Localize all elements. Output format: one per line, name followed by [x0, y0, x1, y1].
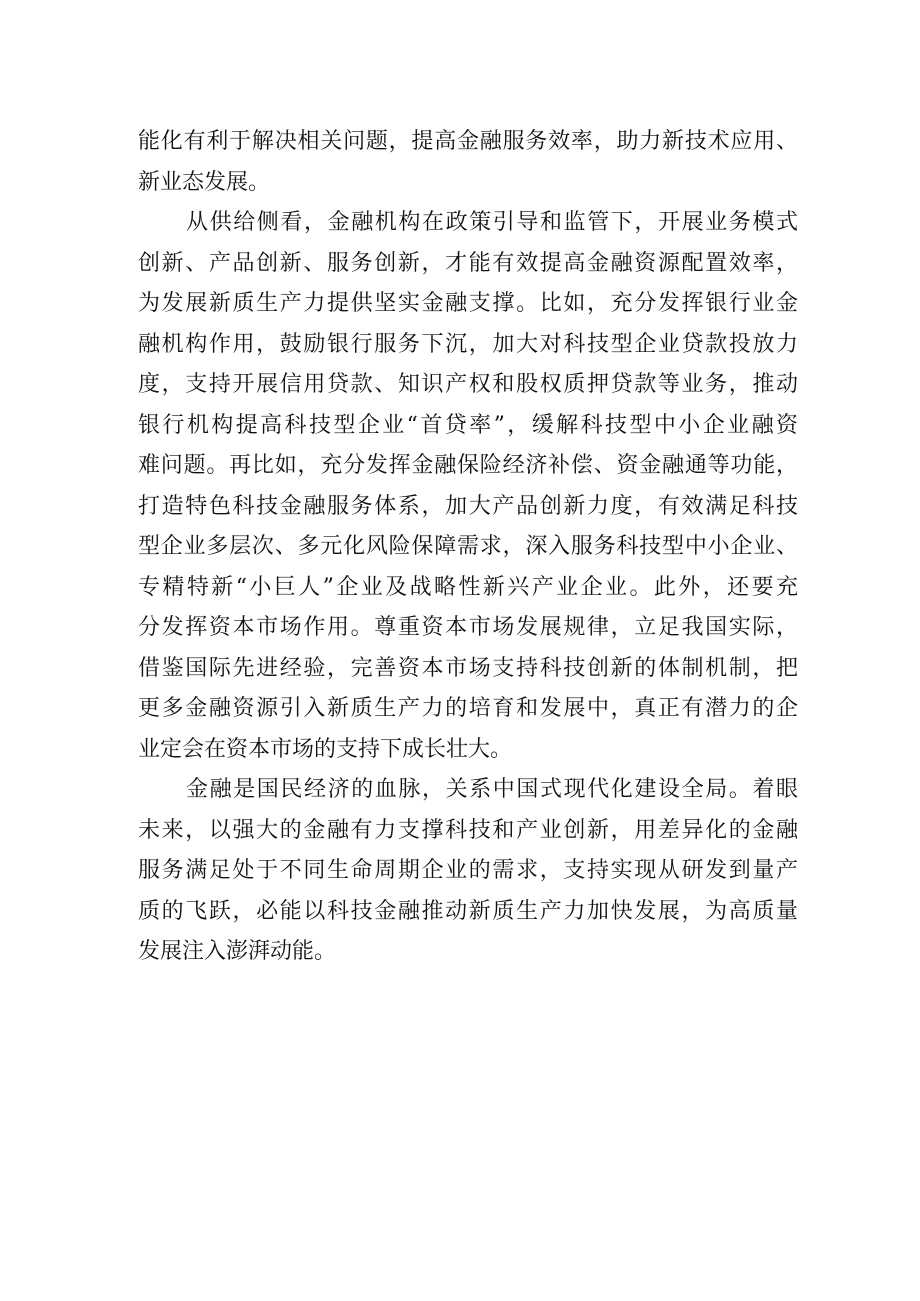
text-line: 质的飞跃，必能以科技金融推动新质生产力加快发展，为高质量 [138, 898, 798, 924]
text-line: 业定会在资本市场的支持下成长壮大。 [138, 736, 513, 762]
text-line: 分发挥资本市场作用。尊重资本市场发展规律，立足我国实际， [138, 615, 798, 640]
text-line: 未来，以强大的金融有力支撑科技和产业创新，用差异化的金融 [138, 817, 798, 843]
text-line: 服务满足处于不同生命周期企业的需求，支持实现从研发到量产 [138, 858, 798, 883]
text-line: 能化有利于解决相关问题，提高金融服务效率，助力新技术应用、 [138, 129, 798, 154]
paragraph-1 [138, 122, 798, 203]
text-line: 型企业多层次、多元化风险保障需求，深入服务科技型中小企业、 [138, 534, 798, 559]
text-line: 更多金融资源引入新质生产力的培育和发展中，真正有潜力的企 [138, 696, 798, 721]
paragraph-2 [138, 203, 798, 770]
text-line: 新业态发展。 [138, 169, 271, 195]
text-line: 融机构作用，鼓励银行服务下沉，加大对科技型企业贷款投放力 [138, 331, 798, 357]
text-line: 银行机构提高科技型企业“首贷率”，缓解科技型中小企业融资 [138, 412, 798, 438]
text-line: 从供给侧看，金融机构在政策引导和监管下，开展业务模式 [186, 210, 798, 235]
text-line: 度，支持开展信用贷款、知识产权和股权质押贷款等业务，推动 [138, 372, 798, 397]
text-line: 发展注入澎湃动能。 [138, 939, 337, 964]
text-line: 打造特色科技金融服务体系，加大产品创新力度，有效满足科技 [138, 493, 798, 519]
text-line: 借鉴国际先进经验，完善资本市场支持科技创新的体制机制，把 [138, 655, 798, 681]
text-line: 专精特新“小巨人”企业及战略性新兴产业企业。此外，还要充 [138, 574, 798, 600]
text-line: 创新、产品创新、服务创新，才能有效提高金融资源配置效率， [138, 250, 798, 276]
text-line: 金融是国民经济的血脉，关系中国式现代化建设全局。着眼 [186, 777, 798, 802]
text-line: 为发展新质生产力提供坚实金融支撑。比如，充分发挥银行业金 [138, 291, 798, 316]
paragraph-3 [138, 770, 798, 973]
text-line: 难问题。再比如，充分发挥金融保险经济补偿、资金融通等功能， [138, 453, 798, 478]
document-body [138, 122, 798, 973]
